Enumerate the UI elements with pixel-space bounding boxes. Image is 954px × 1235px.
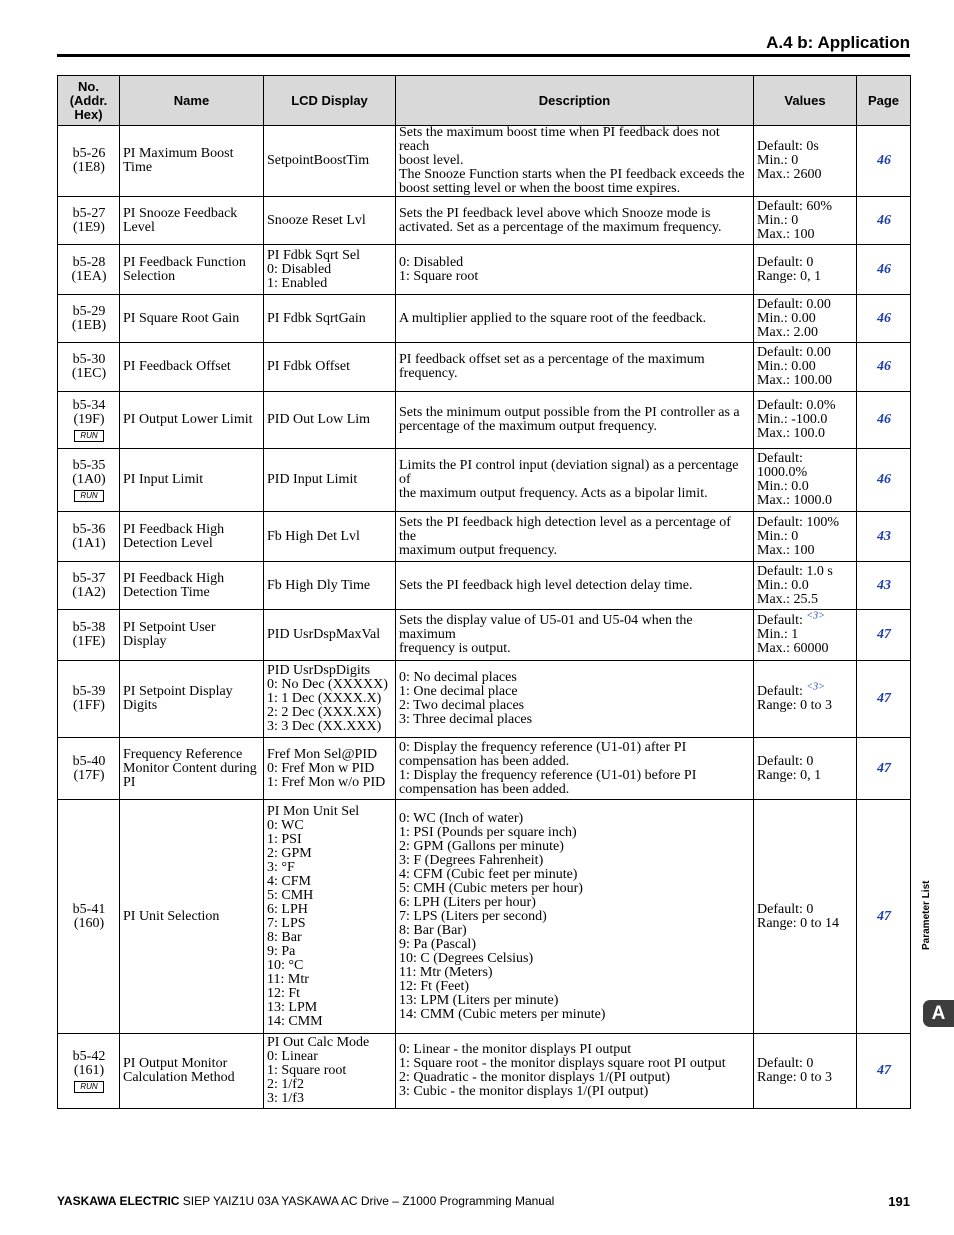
param-values: Default: 0.0% Min.: -100.0 Max.: 100.0 (754, 392, 857, 449)
footnote-ref-link[interactable]: <3> (806, 610, 825, 622)
param-number-cell (58, 661, 120, 738)
param-number: b5-37 (1A2) (72, 570, 106, 600)
table-row (58, 295, 911, 343)
page-link[interactable]: 46 (857, 245, 911, 295)
param-number: b5-38 (1FE) (72, 620, 106, 649)
param-number: b5-36 (1A1) (72, 521, 106, 551)
table-row (58, 661, 911, 738)
param-number-cell (58, 1034, 120, 1109)
param-number-cell (58, 738, 120, 800)
lcd-display: Fb High Det Lvl (264, 512, 396, 562)
param-number-cell (58, 392, 120, 449)
table-row (58, 1034, 911, 1109)
param-values (754, 610, 857, 661)
table-row (58, 449, 911, 512)
param-name: PI Snooze Feedback Level (120, 197, 264, 245)
page-link[interactable]: 46 (857, 449, 911, 512)
table-header-row (58, 76, 911, 126)
param-number: b5-34 (19F) (72, 397, 106, 427)
lcd-display: Fref Mon Sel@PID 0: Fref Mon w PID 1: Fref Mon w/o PID (264, 738, 396, 800)
page-link[interactable]: 46 (857, 392, 911, 449)
lcd-display: SetpointBoostTim (264, 126, 396, 197)
param-name: PI Setpoint Display Digits (120, 661, 264, 738)
param-number-cell (58, 343, 120, 392)
param-values: Default: 1000.0% Min.: 0.0 Max.: 1000.0 (754, 449, 857, 512)
param-number-cell (58, 512, 120, 562)
param-number: b5-29 (1EB) (71, 303, 107, 333)
page-number: 191 (888, 1194, 910, 1209)
param-number-cell (58, 449, 120, 512)
page-link[interactable]: 43 (857, 562, 911, 610)
page-link[interactable]: 47 (857, 1034, 911, 1109)
param-description: Sets the PI feedback high detection level as a percentage of the maximum output frequency. (396, 512, 754, 562)
param-number-cell (58, 245, 120, 295)
lcd-display: PID UsrDspMaxVal (264, 610, 396, 661)
param-values: Default: 0 Range: 0, 1 (754, 738, 857, 800)
param-description: Sets the PI feedback high level detection delay time. (396, 562, 754, 610)
page-link[interactable]: 47 (857, 800, 911, 1034)
table-row (58, 343, 911, 392)
param-values: Default: 0 Range: 0, 1 (754, 245, 857, 295)
lcd-display: PI Mon Unit Sel 0: WC 1: PSI 2: GPM 3: °F 4: CFM 5: CMH 6: LPH 7: LPS 8: Bar 9: Pa 10: °C 11: Mtr 12: Ft 13: LPM 14: CMM (264, 800, 396, 1034)
param-description: 0: Disabled 1: Square root (396, 245, 754, 295)
page-link[interactable]: 46 (857, 197, 911, 245)
param-name: PI Feedback High Detection Level (120, 512, 264, 562)
param-number-cell (58, 610, 120, 661)
values-range: Min.: 1 Max.: 60000 (757, 627, 829, 656)
param-name: Frequency Reference Monitor Content during PI (120, 738, 264, 800)
page-link[interactable]: 46 (857, 295, 911, 343)
col-header-values: Values (754, 76, 857, 126)
param-name: PI Input Limit (120, 449, 264, 512)
lcd-display: PI Out Calc Mode 0: Linear 1: Square root 2: 1/f2 3: 1/f3 (264, 1034, 396, 1109)
col-header-lcd: LCD Display (264, 76, 396, 126)
side-section-label: Parameter List (921, 880, 932, 950)
lcd-display: PID Out Low Lim (264, 392, 396, 449)
param-number: b5-41 (160) (72, 901, 106, 931)
param-description: PI feedback offset set as a percentage of the maximum frequency. (396, 343, 754, 392)
param-description: Sets the minimum output possible from the PI controller as a percentage of the maximum output frequency. (396, 392, 754, 449)
param-number: b5-35 (1A0) (72, 457, 106, 487)
param-description: 0: No decimal places 1: One decimal place 2: Two decimal places 3: Three decimal places (396, 661, 754, 738)
param-values: Default: 60% Min.: 0 Max.: 100 (754, 197, 857, 245)
lcd-display: PI Fdbk Sqrt Sel 0: Disabled 1: Enabled (264, 245, 396, 295)
param-name: PI Maximum Boost Time (120, 126, 264, 197)
param-description: 0: Display the frequency reference (U1-01) after PI compensation has been added. 1: Display the frequency reference (U1-01) before PI compensation has been added. (396, 738, 754, 800)
param-name: PI Feedback Offset (120, 343, 264, 392)
table-row (58, 197, 911, 245)
table-row (58, 610, 911, 661)
param-number-cell (58, 126, 120, 197)
page-link[interactable]: 46 (857, 343, 911, 392)
param-name: PI Feedback Function Selection (120, 245, 264, 295)
param-description: Sets the maximum boost time when PI feedback does not reach boost level. The Snooze Function starts when the PI feedback exceeds the boost setting level or when the boost time expires. (396, 126, 754, 197)
lcd-display: Snooze Reset Lvl (264, 197, 396, 245)
param-number: b5-26 (1E8) (72, 146, 106, 175)
param-description: Sets the display value of U5-01 and U5-04 when the maximum frequency is output. (396, 610, 754, 661)
param-description: 0: Linear - the monitor displays PI output 1: Square root - the monitor displays square root PI output 2: Quadratic - the monitor displays 1/(PI output) 3: Cubic - the monitor displays 1/(PI output) (396, 1034, 754, 1109)
param-name: PI Square Root Gain (120, 295, 264, 343)
table-row (58, 562, 911, 610)
footer-brand: YASKAWA ELECTRIC (57, 1194, 180, 1208)
col-header-desc: Description (396, 76, 754, 126)
lcd-display: PID UsrDspDigits 0: No Dec (XXXXX) 1: 1 Dec (XXXX.X) 2: 2 Dec (XXX.XX) 3: 3 Dec (XX.XXX) (264, 661, 396, 738)
lcd-display: PI Fdbk SqrtGain (264, 295, 396, 343)
page-link[interactable]: 46 (857, 126, 911, 197)
param-number: b5-39 (1FF) (72, 684, 106, 713)
table-row (58, 738, 911, 800)
param-number: b5-27 (1E9) (72, 205, 106, 235)
values-default-label: Default: (757, 613, 807, 628)
param-number: b5-40 (17F) (72, 753, 106, 783)
param-name: PI Output Monitor Calculation Method (120, 1034, 264, 1109)
param-description: A multiplier applied to the square root of the feedback. (396, 295, 754, 343)
param-name: PI Output Lower Limit (120, 392, 264, 449)
param-number: b5-28 (1EA) (71, 254, 107, 284)
table-row (58, 392, 911, 449)
page-link[interactable]: 47 (857, 738, 911, 800)
param-description: Sets the PI feedback level above which Snooze mode is activated. Set as a percentage of the maximum frequency. (396, 197, 754, 245)
lcd-display: Fb High Dly Time (264, 562, 396, 610)
param-number-cell (58, 295, 120, 343)
param-values (754, 661, 857, 738)
param-values: Default: 0 Range: 0 to 3 (754, 1034, 857, 1109)
param-number-cell (58, 800, 120, 1034)
values-range: Range: 0 to 3 (757, 698, 833, 713)
lcd-display: PI Fdbk Offset (264, 343, 396, 392)
param-values: Default: 0 Range: 0 to 14 (754, 800, 857, 1034)
table-row (58, 512, 911, 562)
param-name: PI Setpoint User Display (120, 610, 264, 661)
param-values: Default: 0.00 Min.: 0.00 Max.: 2.00 (754, 295, 857, 343)
section-title: A.4 b: Application (766, 33, 910, 52)
param-values: Default: 0s Min.: 0 Max.: 2600 (754, 126, 857, 197)
param-description: Limits the PI control input (deviation signal) as a percentage of the maximum output frequency. Acts as a bipolar limit. (396, 449, 754, 512)
param-number-cell (58, 562, 120, 610)
col-header-page: Page (857, 76, 911, 126)
param-values: Default: 0.00 Min.: 0.00 Max.: 100.00 (754, 343, 857, 392)
param-number-cell (58, 197, 120, 245)
parameter-table (57, 75, 911, 1109)
footer-doc-title: SIEP YAIZ1U 03A YASKAWA AC Drive – Z1000 Programming Manual (179, 1194, 555, 1208)
param-number: b5-30 (1EC) (71, 352, 107, 381)
header-rule (57, 54, 910, 57)
param-number: b5-42 (161) (72, 1048, 106, 1078)
param-name: PI Unit Selection (120, 800, 264, 1034)
table-row (58, 800, 911, 1034)
param-values: Default: 1.0 s Min.: 0.0 Max.: 25.5 (754, 562, 857, 610)
lcd-display: PID Input Limit (264, 449, 396, 512)
param-name: PI Feedback High Detection Time (120, 562, 264, 610)
param-values: Default: 100% Min.: 0 Max.: 100 (754, 512, 857, 562)
page-link[interactable]: 43 (857, 512, 911, 562)
run-badge: RUN (74, 430, 104, 442)
footnote-ref-link[interactable]: <3> (806, 681, 825, 693)
run-badge: RUN (74, 1081, 104, 1093)
col-header-no: No. (Addr. Hex) (58, 76, 120, 126)
col-header-name: Name (120, 76, 264, 126)
param-description: 0: WC (Inch of water) 1: PSI (Pounds per square inch) 2: GPM (Gallons per minute) 3: F (Degrees Fahrenheit) 4: CFM (Cubic feet per minute) 5: CMH (Cubic meters per hour) 6: LPH (Liters per hour) 7: LPS (Liters per second) 8: Bar (Bar) 9: Pa (Pascal) 10: C (Degrees Celsius) 11: Mtr (Meters) 12: Ft (Feet) 13: LPM (Liters per minute) 14: CMM (Cubic meters per minute) (396, 800, 754, 1034)
table-row (58, 245, 911, 295)
run-badge: RUN (74, 490, 104, 502)
values-default-label: Default: (757, 684, 807, 699)
page-link[interactable]: 47 (857, 661, 911, 738)
table-row (58, 126, 911, 197)
page-footer (57, 1194, 910, 1208)
page-link[interactable]: 47 (857, 610, 911, 661)
appendix-tab[interactable]: A (923, 1000, 954, 1027)
